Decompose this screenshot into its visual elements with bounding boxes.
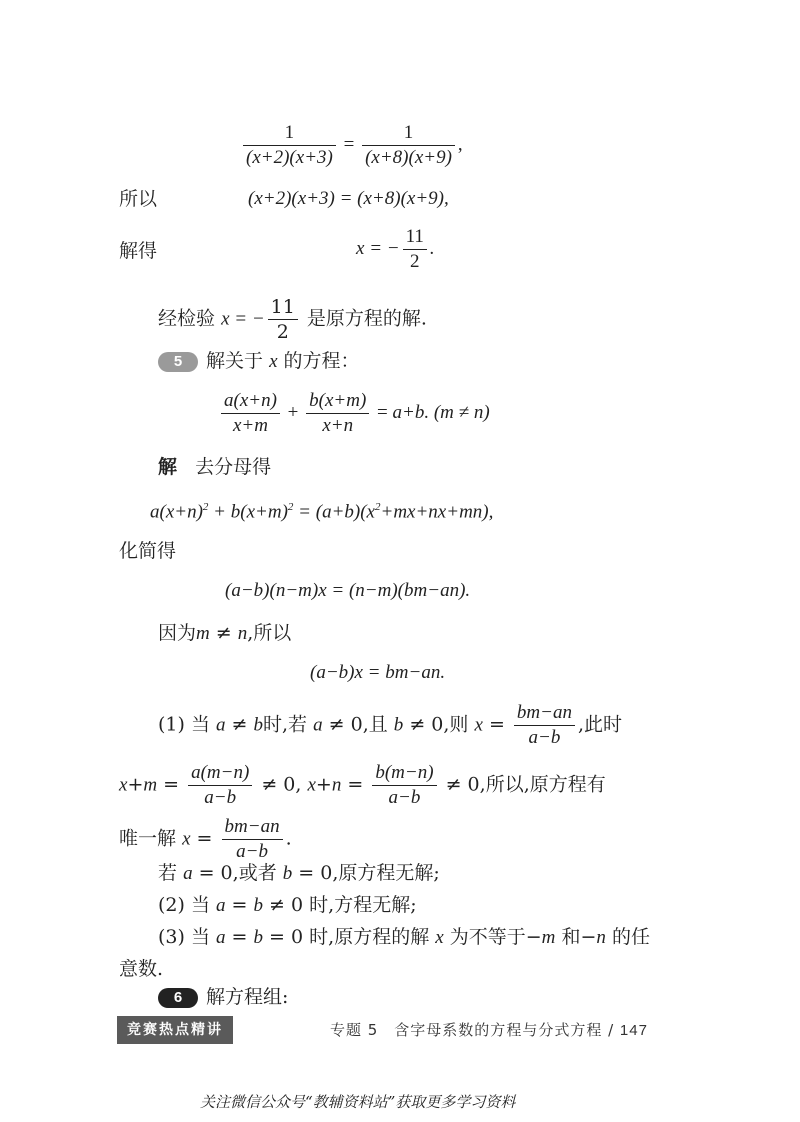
case-3-b: 时,原方程的解: [309, 926, 430, 948]
check-line: 经检验 x = − $\frac{11}{2}$ 是原方程的解.: [158, 296, 427, 343]
case-1-d: ,则: [443, 713, 469, 736]
footer-chapter-title: [330, 1020, 648, 1041]
huajian-line: [119, 538, 176, 564]
problem-5-tail: 的方程：: [283, 350, 360, 372]
weiyi-label: 唯一解: [119, 827, 177, 850]
bottom-handwritten-note: 关注微信公众号“教辅资料站”获取更多学习资料: [200, 1093, 516, 1111]
case-3-a: (3) 当: [158, 926, 210, 948]
wujie-label: ,原方程无解;: [332, 862, 440, 884]
suoyi-original: ,所以,原方程有: [479, 773, 606, 796]
check-label: 经检验: [158, 307, 216, 330]
check-tail: 是原方程的解.: [306, 307, 427, 330]
yinwei-line: 因为m ≠ n,所以: [158, 622, 292, 644]
footer-title-text: 专题 5 含字母系数的方程与分式方程 /: [330, 1021, 615, 1039]
case-3-c: 为不等于: [449, 926, 526, 948]
unique-solution-line: 唯一解 x = $\frac{bm-an}{a-b}$ .: [119, 816, 292, 862]
huozhe-label: ,或者: [232, 862, 277, 884]
case-3-e: 的任: [611, 926, 650, 948]
simplified-equation: (a−b)(n−m)x = (n−m)(bm−an).: [225, 580, 471, 601]
case-1-a: (1) 当: [158, 713, 210, 736]
problem-6-badge: 6: [158, 988, 198, 1008]
case-2-line: (2) 当 a = b ≠ 0 时,方程无解;: [158, 894, 417, 916]
reduced-equation: (a−b)x = bm−an.: [310, 662, 446, 683]
arbitrary-line: [119, 956, 163, 982]
solution-x: x = − $\frac{11}{2}$ .: [356, 226, 435, 272]
yinwei-label: 因为: [158, 622, 197, 644]
ruo-label: 若: [158, 862, 178, 884]
footer-section-tag: 竞赛热点精讲: [117, 1016, 233, 1044]
case-1-c: ,且: [362, 713, 388, 736]
renyi-label: 意数.: [119, 958, 164, 980]
case-1-line: (1) 当 a ≠ b时,若 a ≠ 0,且 b ≠ 0,则 x = $\frac{bm-an}{a-b}$ ,此时: [158, 702, 623, 748]
cleared-equation: $a(x+n)^2 + b(x+m)^2 = (a+b)(x^2+mx+nx+mn)$,: [150, 501, 494, 523]
case-3-d: 和: [561, 926, 581, 948]
jiede-label: 解得: [119, 240, 158, 262]
suoyi-label: 所以: [119, 188, 158, 210]
case-1-e: ,此时: [577, 713, 623, 736]
jiede-line: [119, 238, 157, 264]
case-2-a: (2) 当: [158, 894, 210, 916]
case-1-check-line: x+m = $\frac{a(m-n)}{a-b}$ ≠ 0, x+n = $\frac{b(m-n)}{a-b}$ ≠ 0,所以,原方程有: [119, 762, 606, 808]
suoyi-line: [119, 186, 157, 212]
no-solution-line: 若 a = 0,或者 b = 0,原方程无解;: [158, 862, 440, 884]
suoyi2-label: ,所以: [247, 622, 292, 644]
problem-6: [158, 984, 288, 1010]
problem-5-badge: 5: [158, 352, 198, 372]
case-1-b: 时,若: [263, 713, 308, 736]
equation-fractions: $\frac{1}{(x+2)(x+3)}$ = $\frac{1}{(x+8)(x+9)}$ ,: [240, 122, 463, 169]
huajian-label: 化简得: [119, 540, 177, 562]
problem-6-text: 解方程组:: [206, 986, 289, 1008]
solution-header: [158, 454, 271, 480]
jie-label: 解: [158, 456, 178, 478]
qufenmu-label: 去分母得: [195, 456, 272, 478]
page-number: 147: [619, 1022, 648, 1039]
case-2-b: 时,方程无解;: [309, 894, 417, 916]
problem-5: 5 解关于 x 的方程：: [158, 348, 360, 375]
case-3-line: (3) 当 a = b = 0 时,原方程的解 x 为不等于−m 和−n 的任: [158, 926, 650, 948]
problem-5-text: 解关于: [206, 350, 264, 372]
expanded-equation: (x+2)(x+3) = (x+8)(x+9),: [248, 188, 449, 209]
problem-5-equation: $\frac{a(x+n)}{x+m}$ + $\frac{b(x+m)}{x+n}$ = a+b. (m ≠ n): [218, 390, 490, 437]
